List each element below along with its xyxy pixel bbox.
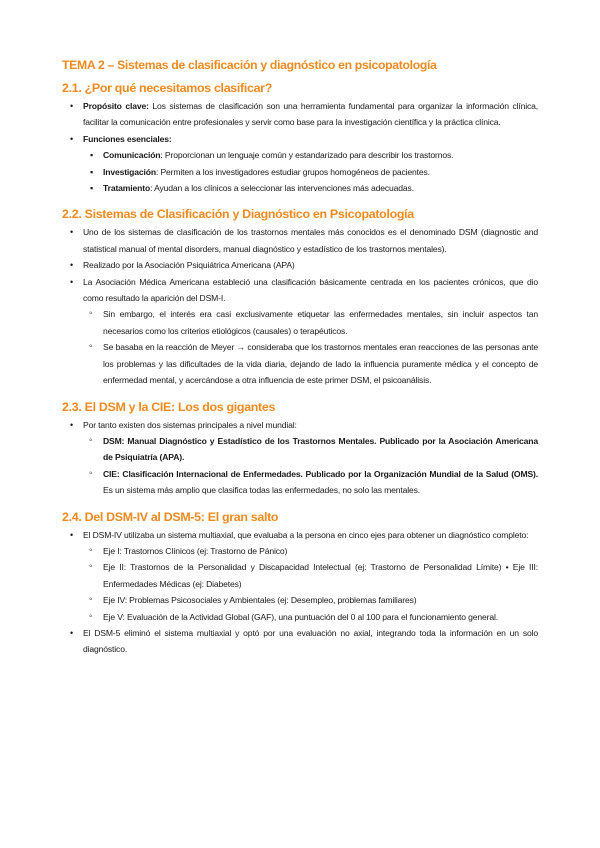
bullet-list — [62, 224, 538, 388]
list-item: ◦ Sin embargo, el interés era casi exclusivamente etiquetar las enfermedades mentales, sin incluir aspectos tan necesarios como los criterios etiológicos (causales) o terapéuticos. — [83, 306, 538, 339]
list-item — [62, 131, 538, 197]
page-title: TEMA 2 – Sistemas de clasificación y diagnóstico en psicopatología — [62, 58, 437, 72]
list-item: ◦ Eje IV: Problemas Psicosociales y Ambientales (ej: Desempleo, problemas familiares) — [83, 592, 538, 608]
list-item — [62, 274, 538, 389]
bullet-list — [62, 527, 538, 658]
sub-list — [83, 306, 538, 388]
function-text: : Permiten a los investigadores estudiar grupos homogéneos de pacientes. — [155, 166, 430, 177]
section-2-1 — [62, 81, 538, 196]
list-item — [62, 98, 538, 131]
list-item — [62, 527, 538, 625]
function-label: Comunicación — [103, 150, 161, 161]
sub-list — [83, 543, 538, 625]
list-item — [83, 180, 538, 196]
list-item — [83, 164, 538, 180]
functions-label: Funciones esenciales: — [83, 133, 172, 144]
section-2-4 — [62, 510, 538, 658]
list-item: ◦ Eje II: Trastornos de la Personalidad y Discapacidad Intelectual (ej: Trastorno de Personalidad Límite) • Eje III: Enfermedades Médicas (ej: Diabetes) — [83, 559, 538, 592]
cie-text: Es un sistema más amplio que clasifica todas las enfermedades, no solo las mentales. — [103, 485, 420, 496]
list-item — [83, 147, 538, 163]
purpose-text: Los sistemas de clasificación son una herramienta fundamental para organizar la información clínica, facilitar la comunicación entre profesionales y servir como base para la investigación científica y la práctica clínica. — [83, 101, 538, 128]
section-heading: 2.2. Sistemas de Clasificación y Diagnóstico en Psicopatología — [62, 207, 414, 222]
section-heading: 2.3. El DSM y la CIE: Los dos gigantes — [62, 399, 276, 414]
list-item-text: El DSM-IV utilizaba un sistema multiaxial, que evaluaba a la persona en cinco ejes para obtener un diagnóstico completo: — [83, 529, 529, 540]
sub-list — [83, 433, 538, 499]
section-heading: 2.1. ¿Por qué necesitamos clasificar? — [62, 81, 272, 95]
list-item: • Realizado por la Asociación Psiquiátrica Americana (APA) — [62, 257, 538, 273]
section-2-2 — [62, 207, 538, 388]
function-label: Tratamiento — [103, 183, 151, 194]
cie-definition: CIE: Clasificación Internacional de Enfermedades. Publicado por la Organización Mundial de la Salud (OMS). — [103, 468, 538, 479]
list-item — [83, 466, 538, 499]
list-item-text: La Asociación Médica Americana estableció una clasificación básicamente centrada en los pacientes crónicos, que dio como resultado la aparición del DSM-I. — [83, 276, 538, 304]
list-item: • El DSM-5 eliminó el sistema multiaxial y optó por una evaluación no axial, integrando toda la información en un solo diagnóstico. — [62, 625, 538, 658]
sub-list — [83, 147, 538, 196]
bullet-list — [62, 98, 538, 196]
list-item: ◦ Se basaba en la reacción de Meyer → consideraba que los trastornos mentales eran reacciones de las personas ante los problemas y las dificultades de la vida diaria, dejando de lado la influencia puramente médica y el concepto de enfermedad mental, y acercándose a otra influencia de este primer DSM, el psicoanálisis. — [83, 339, 538, 388]
function-label: Investigación — [103, 166, 156, 177]
list-item — [62, 417, 538, 499]
list-item: • Uno de los sistemas de clasificación de los trastornos mentales más conocidos es el denominado DSM (diagnostic and statistical manual of mental disorders, manual diagnóstico y estadístico de los trastornos mentales). — [62, 224, 538, 257]
list-item: ◦ Eje V: Evaluación de la Actividad Global (GAF), una puntuación del 0 al 100 para el funcionamiento general. — [83, 609, 538, 625]
bullet-list — [62, 417, 538, 499]
list-item-text: Por tanto existen dos sistemas principales a nivel mundial: — [83, 419, 297, 430]
function-text: : Proporcionan un lenguaje común y estandarizado para describir los trastornos. — [160, 150, 454, 161]
list-item: ◦ Eje I: Trastornos Clínicos (ej: Trastorno de Pánico) — [83, 543, 538, 559]
section-2-3 — [62, 400, 538, 499]
section-heading: 2.4. Del DSM-IV al DSM-5: El gran salto — [62, 509, 279, 524]
purpose-label: Propósito clave: — [83, 101, 149, 111]
function-text: : Ayudan a los clínicos a seleccionar las intervenciones más adecuadas. — [150, 183, 414, 194]
dsm-definition: DSM: Manual Diagnóstico y Estadístico de los Trastornos Mentales. Publicado por la Asociación Americana de Psiquiatría (APA). — [103, 435, 538, 463]
list-item — [83, 433, 538, 466]
